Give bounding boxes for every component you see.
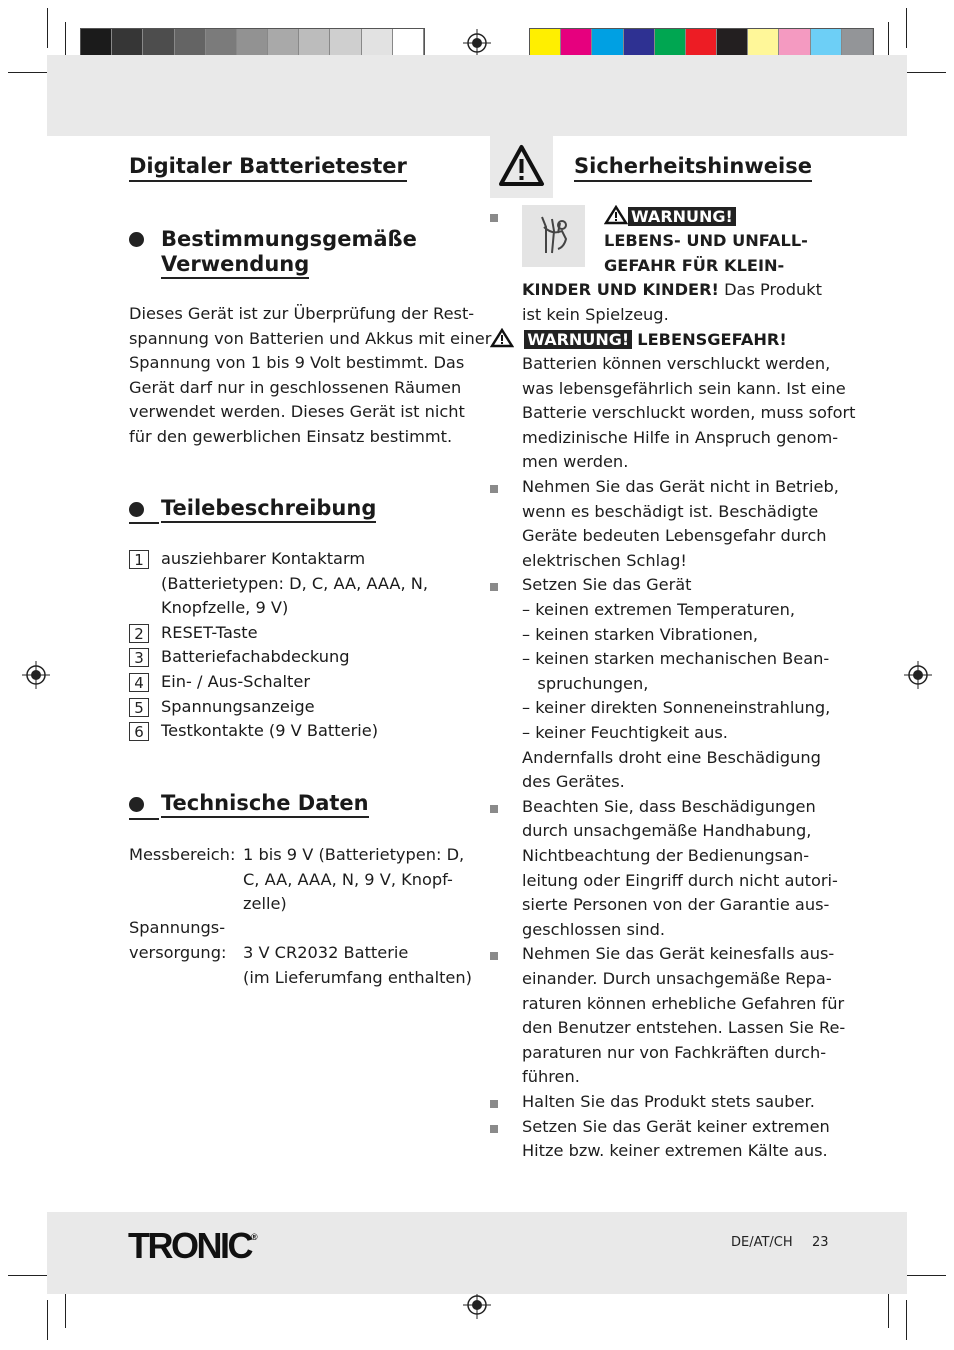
- bullet-line: – keinen extremen Temperaturen,: [522, 599, 796, 619]
- child-hand-icon: [522, 205, 585, 267]
- color-swatch: [362, 29, 393, 58]
- color-swatch: [143, 29, 174, 58]
- color-swatch: [655, 29, 686, 58]
- color-swatch: [686, 29, 717, 58]
- color-swatch: [530, 29, 561, 58]
- section-bullet: [129, 232, 144, 247]
- crop-mark: [47, 8, 48, 48]
- crop-mark: [906, 8, 907, 48]
- tech-value-line: zelle): [243, 894, 287, 914]
- list-bullet: [490, 952, 498, 960]
- heading-line: Verwendung: [161, 252, 309, 279]
- list-bullet: [490, 485, 498, 493]
- bullet-line: des Gerätes.: [522, 772, 625, 792]
- part-number-box: 4: [129, 673, 149, 692]
- warning-triangle-icon: [490, 136, 553, 198]
- warning-2-line: medizinische Hilfe in Anspruch genom-: [522, 427, 839, 447]
- color-swatch: [842, 29, 873, 58]
- warning-2-line: Batterien können verschluckt werden,: [522, 354, 831, 373]
- warning-1-tail: Das Produkt: [718, 280, 822, 299]
- part-label: Spannungsanzeige: [161, 696, 315, 716]
- registered-mark: ®: [251, 1232, 258, 1242]
- color-swatch: [237, 29, 268, 58]
- warning-1-line: [522, 278, 822, 303]
- part-number-box: 3: [129, 648, 149, 667]
- warning-1-header: [604, 205, 736, 230]
- bullet-line: wenn es beschädigt ist. Beschädigte: [522, 501, 819, 521]
- heading-underline: [129, 818, 159, 820]
- tech-supply-value: [243, 941, 472, 990]
- warning-badge: WARNUNG!: [524, 330, 632, 349]
- list-bullet: [490, 1125, 498, 1133]
- color-swatch: [81, 29, 112, 58]
- tech-value-line: 1 bis 9 V (Batterietypen: D,: [243, 845, 465, 864]
- color-swatch: [811, 29, 842, 58]
- section-heading-tech: [161, 791, 369, 818]
- color-swatch: [748, 29, 779, 58]
- color-swatch: [624, 29, 655, 58]
- bullet-line: raturen können erhebliche Gefahren für: [522, 993, 845, 1013]
- section-bullet: [129, 502, 144, 517]
- paragraph-line: für den gewerblichen Einsatz bestimmt.: [129, 426, 453, 446]
- registration-mark-icon: [22, 661, 50, 689]
- part-number-box: 1: [129, 550, 149, 569]
- warning-1-line: LEBENS- UND UNFALL-: [604, 231, 808, 250]
- tech-label-line: versorgung:: [129, 942, 227, 962]
- heading-text: Technische Daten: [161, 791, 369, 818]
- bullet-line: Setzen Sie das Gerät: [522, 575, 692, 595]
- crop-mark: [906, 1300, 907, 1340]
- part-label: Knopfzelle, 9 V): [161, 598, 289, 618]
- safety-bullet-item: [522, 1115, 830, 1164]
- tech-value-line: 3 V CR2032 Batterie: [243, 943, 409, 962]
- warning-1-line: ist kein Spielzeug.: [522, 305, 669, 324]
- safety-bullet-item: [522, 573, 830, 794]
- bullet-line: – keinen starken Vibrationen,: [522, 624, 759, 644]
- bullet-line: Setzen Sie das Gerät keiner extremen: [522, 1116, 830, 1136]
- paragraph-line: verwendet werden. Dieses Gerät ist nicht: [129, 402, 465, 422]
- bullet-line: den Benutzer entstehen. Lassen Sie Re-: [522, 1018, 846, 1038]
- crop-mark: [906, 1275, 946, 1276]
- footer-locale: DE/AT/CH: [731, 1235, 793, 1250]
- warning-1-line: GEFAHR FÜR KLEIN-: [604, 256, 785, 275]
- color-swatch: [206, 29, 237, 58]
- tech-supply-label: [129, 916, 226, 965]
- bullet-line: Geräte bedeuten Lebensgefahr durch: [522, 526, 827, 546]
- warning-header-box: [490, 136, 553, 198]
- safety-title: Sicherheitshinweise: [574, 153, 812, 182]
- bullet-line: spruchungen,: [522, 673, 649, 693]
- part-label: Batteriefachabdeckung: [161, 647, 350, 667]
- color-swatch: [561, 29, 592, 58]
- bullet-line: führen.: [522, 1067, 580, 1087]
- paragraph-line: Spannung von 1 bis 9 Volt bestimmt. Das: [129, 353, 465, 373]
- heading-line: Bestimmungsgemäße: [161, 227, 417, 251]
- part-number-box: 5: [129, 698, 149, 717]
- crop-mark: [47, 1300, 48, 1340]
- tech-measure-label: Messbereich:: [129, 845, 236, 864]
- warning-2-line: Batterie verschluckt worden, muss sofort: [522, 403, 856, 423]
- warning-2-bold: LEBENSGEFAHR!: [637, 330, 787, 349]
- color-swatch: [175, 29, 206, 58]
- warning-badge: WARNUNG!: [628, 207, 736, 226]
- bullet-line: – keinen starken mechanischen Bean-: [522, 649, 830, 669]
- part-label: ausziehbarer Kontaktarm: [161, 549, 366, 568]
- part-label: Testkontakte (9 V Batterie): [161, 721, 379, 741]
- registration-mark-icon: [904, 661, 932, 689]
- color-swatch: [393, 29, 424, 58]
- bullet-line: geschlossen sind.: [522, 919, 666, 939]
- child-warning-pictogram: [522, 205, 585, 267]
- tech-value-line: C, AA, AAA, N, 9 V, Knopf-: [243, 869, 453, 889]
- crop-mark: [888, 1288, 889, 1328]
- color-swatch: [717, 29, 748, 58]
- bullet-line: Halten Sie das Produkt stets sauber.: [522, 1092, 815, 1111]
- safety-bullet-item: [522, 1090, 815, 1115]
- warning-2-line: was lebensgefährlich sein kann. Ist eine: [522, 378, 846, 398]
- bullet-line: leitung oder Eingriff durch nicht autori-: [522, 870, 838, 890]
- safety-bullet-item: [522, 475, 839, 573]
- page-title: Digitaler Batterietester: [129, 153, 407, 182]
- list-bullet: [490, 805, 498, 813]
- brand-logo: [128, 1216, 258, 1267]
- paragraph-line: Dieses Gerät ist zur Überprüfung der Rest-: [129, 304, 475, 323]
- bullet-line: – keiner direkten Sonneneinstrahlung,: [522, 698, 831, 718]
- part-label: (Batterietypen: D, C, AA, AAA, N,: [161, 573, 429, 593]
- paragraph-line: spannung von Batterien und Akkus mit einer: [129, 328, 492, 348]
- crop-mark: [906, 72, 946, 73]
- crop-mark: [65, 1288, 66, 1328]
- tech-value-line: (im Lieferumfang enthalten): [243, 967, 472, 987]
- intended-use-paragraph: [129, 302, 491, 450]
- bullet-line: – keiner Feuchtigkeit aus.: [522, 722, 728, 742]
- section-heading-parts: [161, 496, 376, 523]
- warning-1-bold: KINDER UND KINDER!: [522, 280, 719, 299]
- bullet-line: Nehmen Sie das Gerät keinesfalls aus-: [522, 944, 835, 964]
- paragraph-line: Gerät darf nur in geschlossenen Räumen: [129, 377, 462, 397]
- bullet-line: elektrischen Schlag!: [522, 550, 687, 570]
- color-swatch: [268, 29, 299, 58]
- warning-small-icon: [604, 205, 628, 225]
- page-number: 23: [812, 1235, 829, 1250]
- bullet-line: Hitze bzw. keiner extremen Kälte aus.: [522, 1141, 828, 1161]
- heading-underline: [129, 522, 159, 524]
- part-label: Ein- / Aus-Schalter: [161, 672, 310, 691]
- color-swatch: [592, 29, 623, 58]
- part-number-box: 6: [129, 722, 149, 741]
- safety-bullet-item: [522, 942, 845, 1090]
- warning-2-paragraph: [522, 352, 856, 475]
- tech-measure-value: [243, 843, 464, 917]
- warning-2-header: [490, 328, 787, 353]
- crop-mark: [8, 1275, 48, 1276]
- list-bullet: [490, 214, 498, 222]
- color-swatch: [112, 29, 143, 58]
- bullet-line: sierte Personen von der Garantie aus-: [522, 895, 830, 915]
- crop-mark: [8, 72, 48, 73]
- header-band: [47, 55, 907, 136]
- list-bullet: [490, 583, 498, 591]
- bullet-line: Andernfalls droht eine Beschädigung: [522, 747, 821, 767]
- color-swatch: [779, 29, 810, 58]
- color-swatch: [299, 29, 330, 58]
- bullet-line: Beachten Sie, dass Beschädigungen: [522, 796, 816, 816]
- bullet-line: einander. Durch unsachgemäße Repa-: [522, 968, 832, 988]
- bullet-line: Nichtbeachtung der Bedienungsan-: [522, 845, 810, 865]
- part-label: RESET-Taste: [161, 622, 258, 642]
- tech-label-line: Spannungs-: [129, 918, 226, 937]
- section-heading-intended-use: [161, 227, 417, 279]
- safety-bullet-item: [522, 795, 838, 943]
- brand-name: TRONIC: [128, 1225, 251, 1266]
- part-number-box: 2: [129, 624, 149, 643]
- section-bullet: [129, 797, 144, 812]
- heading-text: Teilebeschreibung: [161, 496, 376, 523]
- registration-mark-icon: [463, 29, 491, 57]
- registration-mark-icon: [463, 1291, 491, 1319]
- list-bullet: [490, 1100, 498, 1108]
- color-swatch: [330, 29, 361, 58]
- bullet-line: paraturen nur von Fachkräften durch-: [522, 1042, 827, 1062]
- bullet-line: Nehmen Sie das Gerät nicht in Betrieb,: [522, 477, 839, 496]
- bullet-line: durch unsachgemäße Handhabung,: [522, 821, 812, 841]
- warning-small-icon: [490, 328, 514, 348]
- warning-2-line: men werden.: [522, 452, 629, 472]
